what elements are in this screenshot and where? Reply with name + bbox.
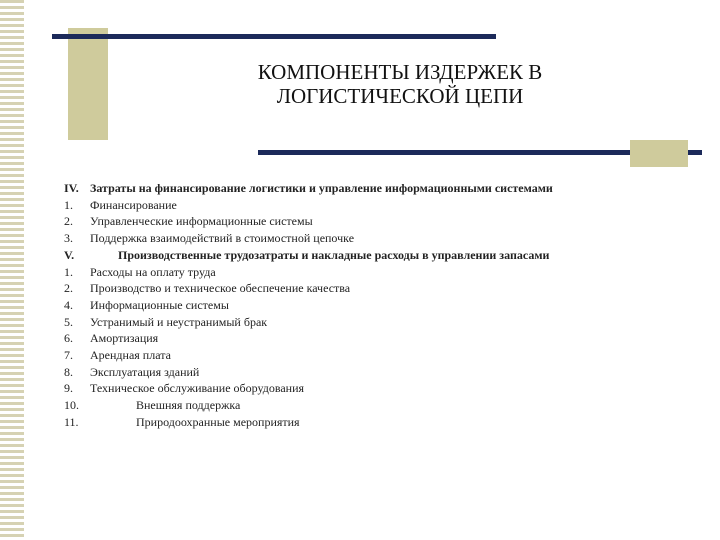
- list-item-text: Внешняя поддержка: [136, 398, 241, 413]
- list-item-number: 6.: [64, 331, 73, 346]
- decorative-stripes: [0, 0, 24, 540]
- list-item-number: 3.: [64, 231, 73, 246]
- list-item-number: 8.: [64, 364, 73, 379]
- list-item-number: 2.: [64, 281, 73, 296]
- list-item-text: Информационные системы: [90, 297, 229, 312]
- list-item: [64, 247, 664, 264]
- list-item: [64, 330, 664, 347]
- list-item: [64, 230, 664, 247]
- list-item-number: 7.: [64, 348, 73, 363]
- decorative-olive-square: [630, 140, 688, 167]
- slide-title: [190, 60, 610, 108]
- list-item-text: Техническое обслуживание оборудования: [90, 381, 305, 396]
- decorative-olive-block: [68, 28, 108, 140]
- list-item-text: Устранимый и неустранимый брак: [90, 314, 268, 329]
- cost-components-list: [64, 180, 664, 431]
- list-item: [64, 364, 664, 381]
- list-item: [64, 314, 664, 331]
- list-item-text: Амортизация: [90, 331, 159, 346]
- list-item-number: 11.: [64, 414, 79, 429]
- slide-title-line-2: ЛОГИСТИЧЕСКОЙ ЦЕПИ: [276, 84, 524, 108]
- list-item-number: 1.: [64, 264, 73, 279]
- list-item-text: Природоохранные мероприятия: [136, 414, 300, 429]
- list-item-number: 5.: [64, 314, 73, 329]
- list-item: [64, 213, 664, 230]
- list-item: [64, 347, 664, 364]
- list-item-text: Затраты на финансирование логистики и управление информационными системами: [90, 181, 553, 195]
- list-item-text: Расходы на оплату труда: [90, 264, 216, 279]
- list-item-number: 1.: [64, 197, 73, 212]
- list-item-text: Производство и техническое обеспечение качества: [90, 281, 351, 296]
- list-item: [64, 297, 664, 314]
- list-item-number: V.: [64, 247, 75, 262]
- list-item: [64, 414, 664, 431]
- list-item: [64, 380, 664, 397]
- list-item-text: Поддержка взаимодействий в стоимостной цепочке: [90, 231, 355, 246]
- list-item-number: 2.: [64, 214, 73, 229]
- list-item-text: Эксплуатация зданий: [90, 364, 200, 379]
- decorative-bar-top: [52, 34, 496, 39]
- list-item-number: 9.: [64, 381, 73, 396]
- list-item: [64, 264, 664, 281]
- list-item: [64, 180, 664, 197]
- list-item-number: IV.: [64, 181, 79, 195]
- list-item-text: Управленческие информационные системы: [90, 214, 313, 229]
- list-item-number: 4.: [64, 297, 73, 312]
- list-item: [64, 280, 664, 297]
- list-item-text: Арендная плата: [90, 348, 171, 363]
- list-item-text: Производственные трудозатраты и накладные расходы в управлении запасами: [118, 247, 550, 262]
- list-item: [64, 197, 664, 214]
- list-item-number: 10.: [64, 398, 79, 413]
- list-item-text: Финансирование: [90, 197, 177, 212]
- slide-title-line-1: КОМПОНЕНТЫ ИЗДЕРЖЕК В: [257, 60, 543, 84]
- list-item: [64, 397, 664, 414]
